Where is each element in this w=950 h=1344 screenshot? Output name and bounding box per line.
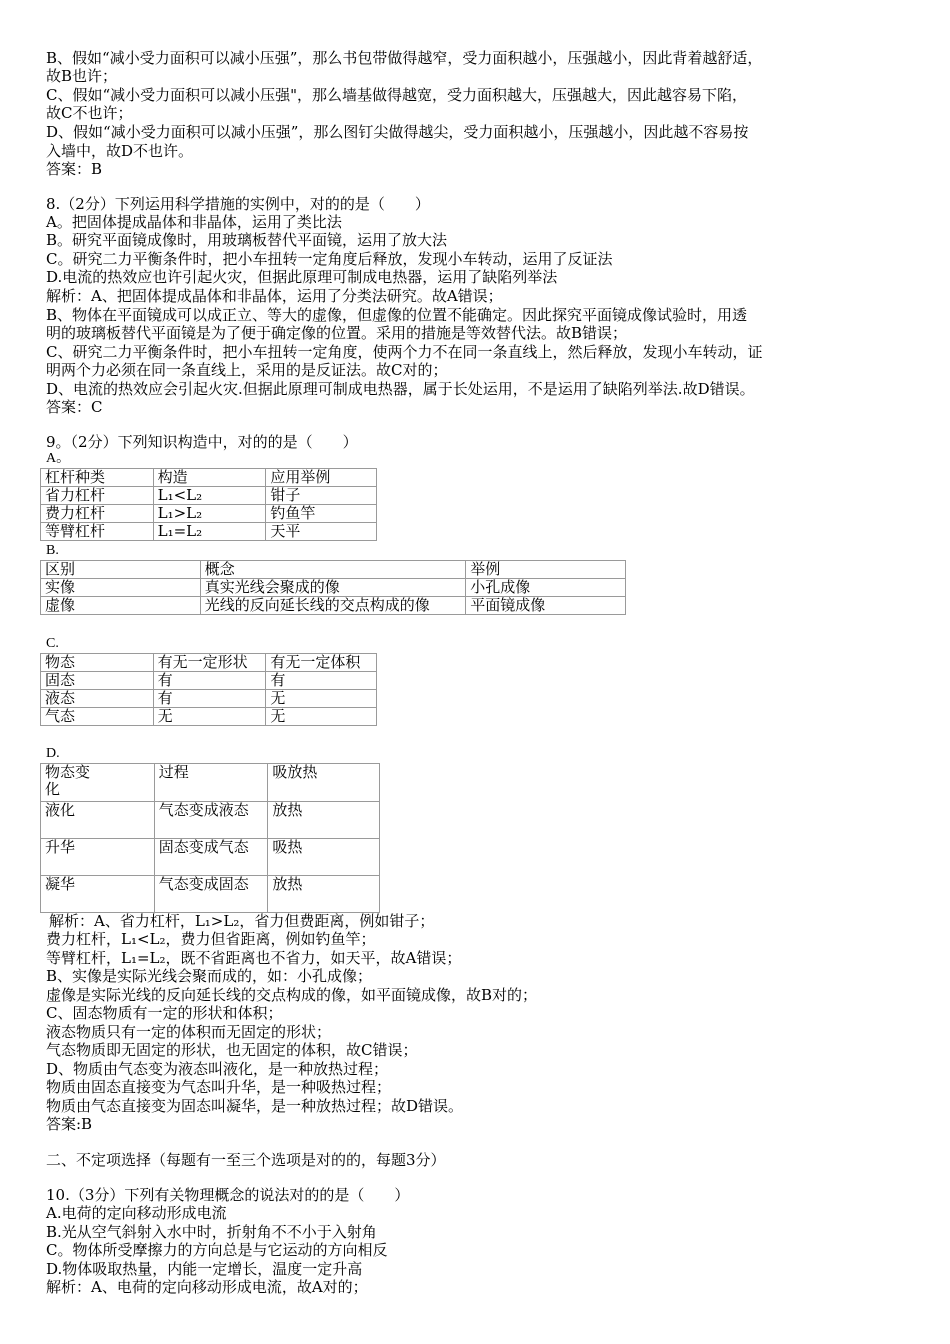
analysis-line: 解析：A、省力杠杆，L₁>L₂，省力但费距离，例如钳子； xyxy=(49,912,435,930)
table-cell: L₁<L₂ xyxy=(153,487,266,505)
analysis-line: 等臂杠杆，L₁=L₂，既不省距离也不省力，如天平，故A错误； xyxy=(46,949,462,967)
option-d: D.物体吸取热量，内能一定增长，温度一定升高 xyxy=(46,1260,363,1278)
table-row xyxy=(41,597,626,615)
table-cell: 真实光线会聚成的像 xyxy=(200,579,466,597)
table-row xyxy=(41,708,377,726)
analysis-line: 解析：A、电荷的定向移动形成电流，故A对的； xyxy=(46,1278,368,1296)
table-cell: 应用举例 xyxy=(266,469,377,487)
table-cell: 无 xyxy=(266,690,377,708)
table-cell: 无 xyxy=(266,708,377,726)
table-cell: 固态变成气态 xyxy=(154,839,268,876)
table-a xyxy=(40,468,377,541)
option-c: C。物体所受摩擦力的方向总是与它运动的方向相反 xyxy=(46,1241,388,1259)
table-cell: 区别 xyxy=(41,561,201,579)
table-cell: 放热 xyxy=(268,876,380,913)
analysis-line: 明两个力必须在同一条直线上，采用的是反证法。故C对的； xyxy=(46,361,448,379)
table-cell: 平面镜成像 xyxy=(466,597,626,615)
table-cell: 吸放热 xyxy=(268,764,380,802)
analysis-line: 物质由气态直接变为固态叫凝华，是一种放热过程；故D错误。 xyxy=(46,1097,464,1115)
table-cell: 液化 xyxy=(41,802,155,839)
table-b xyxy=(40,560,626,615)
answer-line: 答案：C xyxy=(46,398,103,416)
table-cell: L₁>L₂ xyxy=(153,505,266,523)
analysis-line: 气态物质即无固定的形状，也无固定的体积，故C错误； xyxy=(46,1041,418,1059)
analysis-line: 液态物质只有一定的体积而无固定的形状； xyxy=(46,1023,332,1041)
table-row xyxy=(41,764,380,802)
option-d: D.电流的热效应也许引起火灾，但据此原理可制成电热器，运用了缺陷列举法 xyxy=(46,268,558,286)
table-b-label: B. xyxy=(46,543,59,558)
text-line: C、假如“减小受力面积可以减小压强"，那么墙基做得越宽，受力面积越大，压强越大，因此越容易下陷， xyxy=(46,86,748,104)
table-c xyxy=(40,653,377,726)
table-cell: 液态 xyxy=(41,690,154,708)
table-cell: 有无一定形状 xyxy=(153,654,266,672)
table-cell: 物态变化 xyxy=(41,764,155,802)
table-row xyxy=(41,561,626,579)
table-c-label: C. xyxy=(46,636,59,651)
table-cell: 省力杠杆 xyxy=(41,487,154,505)
table-row xyxy=(41,487,377,505)
question-9: 9。（2分）下列知识构造中，对的的是（ ） xyxy=(46,433,358,451)
option-b: B.光从空气斜射入水中时，折射角不不小于入射角 xyxy=(46,1223,377,1241)
table-cell: 等臂杠杆 xyxy=(41,523,154,541)
table-cell: 有无一定体积 xyxy=(266,654,377,672)
analysis-line: C、固态物质有一定的形状和体积； xyxy=(46,1004,283,1022)
table-cell: 有 xyxy=(266,672,377,690)
table-cell: 有 xyxy=(153,672,266,690)
table-a-label: A。 xyxy=(46,451,71,466)
table-cell: 钓鱼竿 xyxy=(266,505,377,523)
table-cell: 虚像 xyxy=(41,597,201,615)
analysis-line: 虚像是实际光线的反向延长线的交点构成的像，如平面镜成像，故B对的； xyxy=(46,986,538,1004)
answer-line: 答案:B xyxy=(46,1115,93,1133)
analysis-line: 解析：A、把固体提成晶体和非晶体，运用了分类法研究。故A错误； xyxy=(46,287,503,305)
table-row xyxy=(41,802,380,839)
text-line: 故B也许； xyxy=(46,67,118,85)
table-row xyxy=(41,690,377,708)
analysis-line: 物质由固态直接变为气态叫升华，是一种吸热过程； xyxy=(46,1078,392,1096)
option-a: A.电荷的定向移动形成电流 xyxy=(46,1204,227,1222)
table-cell: 概念 xyxy=(200,561,466,579)
table-cell: 固态 xyxy=(41,672,154,690)
table-row xyxy=(41,654,377,672)
table-row xyxy=(41,839,380,876)
option-c: C。研究二力平衡条件时，把小车扭转一定角度后释放，发现小车转动，运用了反证法 xyxy=(46,250,613,268)
table-cell: 举例 xyxy=(466,561,626,579)
analysis-line: C、研究二力平衡条件时，把小车扭转一定角度，使两个力不在同一条直线上，然后释放，发现小车转动，证 xyxy=(46,343,763,361)
table-row xyxy=(41,505,377,523)
analysis-line: 费力杠杆，L₁<L₂，费力但省距离，例如钓鱼竿； xyxy=(46,930,376,948)
text-line: 入墙中，故D不也许。 xyxy=(46,142,194,160)
table-cell: 费力杠杆 xyxy=(41,505,154,523)
table-cell: L₁=L₂ xyxy=(153,523,266,541)
table-row xyxy=(41,876,380,913)
analysis-line: D、物质由气态变为液态叫液化，是一种放热过程； xyxy=(46,1060,389,1078)
analysis-line: B、物体在平面镜成可以成正立、等大的虚像，但虚像的位置不能确定。因此探究平面镜成像试验时，用透 xyxy=(46,306,748,324)
table-cell: 升华 xyxy=(41,839,155,876)
table-cell: 构造 xyxy=(153,469,266,487)
table-cell: 气态 xyxy=(41,708,154,726)
table-d-label: D. xyxy=(46,746,60,761)
table-cell: 钳子 xyxy=(266,487,377,505)
analysis-line: D、电流的热效应会引起火灾.但据此原理可制成电热器，属于长处运用，不是运用了缺陷列举法.故D错误。 xyxy=(46,380,755,398)
table-cell: 气态变成液态 xyxy=(154,802,268,839)
option-a: A。把固体提成晶体和非晶体，运用了类比法 xyxy=(46,213,342,231)
analysis-line: B、实像是实际光线会聚而成的，如：小孔成像； xyxy=(46,967,373,985)
text-line: B、假如“减小受力面积可以减小压强”，那么书包带做得越窄，受力面积越小，压强越小，因此背着越舒适， xyxy=(46,49,763,67)
table-cell: 气态变成固态 xyxy=(154,876,268,913)
table-cell: 凝华 xyxy=(41,876,155,913)
table-cell: 过程 xyxy=(154,764,268,802)
analysis-line: 明的玻璃板替代平面镜是为了便于确定像的位置。采用的措施是等效替代法。故B错误； xyxy=(46,324,628,342)
table-row xyxy=(41,579,626,597)
table-cell: 吸热 xyxy=(268,839,380,876)
text-line: D、假如“减小受力面积可以减小压强”，那么图钉尖做得越尖，受力面积越小，压强越小，因此越不容易按 xyxy=(46,123,749,141)
table-cell: 天平 xyxy=(266,523,377,541)
question-8: 8.（2分）下列运用科学措施的实例中，对的的是（ ） xyxy=(46,195,430,213)
table-cell: 小孔成像 xyxy=(466,579,626,597)
table-row xyxy=(41,672,377,690)
table-cell: 物态 xyxy=(41,654,154,672)
table-row xyxy=(41,469,377,487)
table-cell: 杠杆种类 xyxy=(41,469,154,487)
table-row xyxy=(41,523,377,541)
option-b: B。研究平面镜成像时，用玻璃板替代平面镜，运用了放大法 xyxy=(46,231,448,249)
table-cell: 光线的反向延长线的交点构成的像 xyxy=(200,597,466,615)
text-line: 故C不也许； xyxy=(46,104,133,122)
table-cell: 有 xyxy=(153,690,266,708)
answer-line: 答案：B xyxy=(46,160,103,178)
question-10: 10.（3分）下列有关物理概念的说法对的的是（ ） xyxy=(46,1186,410,1204)
table-cell: 无 xyxy=(153,708,266,726)
section-heading: 二、不定项选择（每题有一至三个选项是对的的，每题3分） xyxy=(46,1151,446,1169)
table-cell: 放热 xyxy=(268,802,380,839)
table-cell: 实像 xyxy=(41,579,201,597)
table-d xyxy=(40,763,380,913)
